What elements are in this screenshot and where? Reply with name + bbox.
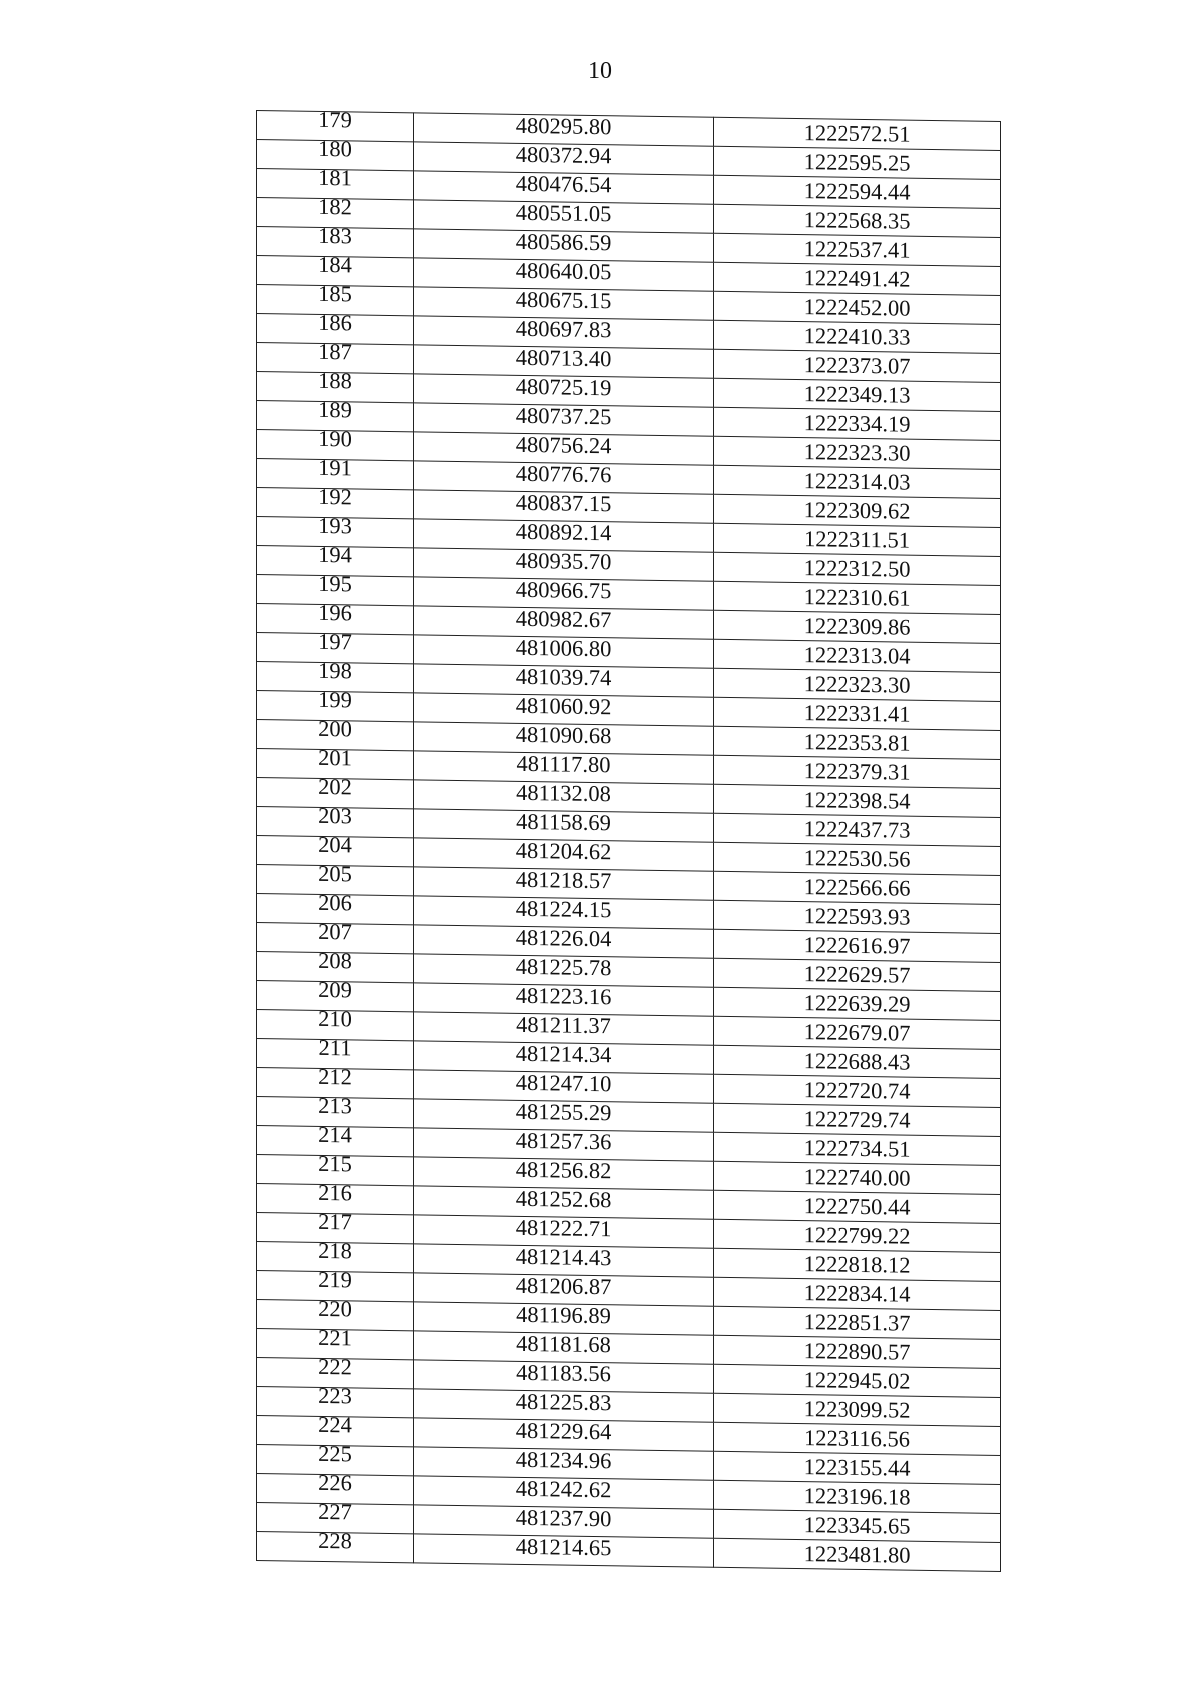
cell-text: 1222593.93	[803, 903, 911, 930]
y-coordinate-cell	[714, 349, 1001, 382]
cell-text: 198	[318, 657, 352, 684]
cell-text: 193	[318, 512, 352, 539]
cell-text: 1222720.74	[803, 1077, 911, 1104]
y-coordinate-cell	[714, 813, 1001, 846]
y-coordinate-cell	[714, 1045, 1001, 1078]
cell-text: 209	[318, 976, 352, 1003]
cell-text: 481257.36	[515, 1127, 612, 1155]
y-coordinate-cell	[714, 871, 1001, 904]
cell-text: 186	[318, 309, 352, 336]
cell-text: 187	[318, 338, 352, 365]
y-coordinate-cell	[714, 581, 1001, 614]
cell-text: 481132.08	[516, 779, 611, 807]
cell-text: 481196.89	[516, 1301, 611, 1329]
y-coordinate-cell	[714, 1074, 1001, 1107]
cell-text: 197	[318, 628, 352, 655]
cell-text: 481224.15	[515, 895, 612, 923]
cell-text: 481181.68	[516, 1330, 611, 1358]
y-coordinate-cell	[714, 726, 1001, 759]
cell-text: 1222314.03	[803, 468, 911, 495]
cell-text: 481214.43	[515, 1243, 612, 1271]
cell-text: 480551.05	[515, 199, 612, 227]
y-coordinate-cell	[714, 639, 1001, 672]
cell-text: 1222313.04	[803, 642, 911, 669]
cell-text: 183	[318, 222, 352, 249]
cell-text: 480725.19	[515, 373, 612, 401]
cell-text: 218	[318, 1237, 352, 1264]
y-coordinate-cell	[714, 465, 1001, 498]
y-coordinate-cell	[714, 842, 1001, 875]
y-coordinate-cell	[714, 1190, 1001, 1223]
cell-text: 224	[318, 1411, 352, 1438]
cell-text: 481090.68	[515, 721, 612, 749]
cell-text: 1222750.44	[803, 1193, 911, 1220]
cell-text: 1222890.57	[803, 1338, 911, 1365]
cell-text: 481234.96	[515, 1446, 612, 1474]
cell-text: 480640.05	[515, 257, 612, 285]
cell-text: 1222729.74	[803, 1106, 911, 1133]
cell-text: 480295.80	[515, 112, 612, 140]
cell-text: 480966.75	[515, 576, 612, 604]
cell-text: 480476.54	[515, 170, 612, 198]
cell-text: 1222566.66	[803, 874, 911, 901]
cell-text: 205	[318, 860, 352, 887]
cell-text: 1222945.02	[803, 1367, 911, 1394]
cell-text: 1222353.81	[803, 729, 911, 756]
point-number-cell	[257, 1527, 414, 1563]
cell-text: 188	[318, 367, 352, 394]
cell-text: 1222595.25	[803, 149, 911, 176]
cell-text: 481223.16	[515, 982, 612, 1010]
cell-text: 1223116.56	[803, 1425, 911, 1452]
cell-text: 185	[318, 280, 352, 307]
cell-text: 480713.40	[515, 344, 612, 372]
cell-text: 481039.74	[515, 663, 612, 691]
cell-text: 481006.80	[515, 634, 612, 662]
cell-text: 1222452.00	[803, 294, 911, 321]
y-coordinate-cell	[714, 1103, 1001, 1136]
cell-text: 1222398.54	[803, 787, 911, 814]
y-coordinate-cell	[714, 204, 1001, 237]
cell-text: 207	[318, 918, 352, 945]
y-coordinate-cell	[714, 900, 1001, 933]
cell-text: 199	[318, 686, 352, 713]
cell-text: 481211.37	[516, 1011, 611, 1039]
cell-text: 480372.94	[515, 141, 612, 169]
cell-text: 1222323.30	[803, 671, 911, 698]
cell-text: 1222616.97	[803, 932, 911, 959]
cell-text: 1223481.80	[803, 1541, 911, 1568]
cell-text: 1223345.65	[803, 1512, 911, 1539]
cell-text: 227	[318, 1498, 352, 1525]
cell-text: 222	[318, 1353, 352, 1380]
cell-text: 481256.82	[515, 1156, 612, 1184]
coordinates-table	[256, 106, 1001, 1572]
y-coordinate-cell	[714, 1451, 1001, 1484]
cell-text: 1222309.86	[803, 613, 911, 640]
cell-text: 1223155.44	[803, 1454, 911, 1481]
y-coordinate-cell	[714, 233, 1001, 266]
cell-text: 481183.56	[516, 1359, 611, 1387]
cell-text: 481204.62	[515, 837, 612, 865]
cell-text: 481229.64	[515, 1417, 612, 1445]
cell-text: 481117.80	[516, 750, 611, 778]
cell-text: 181	[318, 164, 352, 191]
cell-text: 212	[318, 1063, 352, 1090]
y-coordinate-cell	[714, 668, 1001, 701]
y-coordinate-cell	[714, 320, 1001, 353]
cell-text: 1223196.18	[803, 1483, 911, 1510]
cell-text: 180	[318, 135, 352, 162]
cell-text: 480675.15	[515, 286, 612, 314]
cell-text: 189	[318, 396, 352, 423]
cell-text: 194	[318, 541, 352, 568]
cell-text: 1222309.62	[803, 497, 911, 524]
cell-text: 1222323.30	[803, 439, 911, 466]
cell-text: 1222740.00	[803, 1164, 911, 1191]
cell-text: 191	[318, 454, 352, 481]
cell-text: 480756.24	[515, 431, 612, 459]
cell-text: 1222568.35	[803, 207, 911, 234]
cell-text: 223	[318, 1382, 352, 1409]
y-coordinate-cell	[714, 146, 1001, 179]
cell-text: 217	[318, 1208, 352, 1235]
cell-text: 1222572.51	[803, 120, 911, 147]
cell-text: 1222312.50	[803, 555, 911, 582]
cell-text: 192	[318, 483, 352, 510]
cell-text: 1222834.14	[803, 1280, 911, 1307]
cell-text: 228	[318, 1527, 352, 1554]
cell-text: 1222629.57	[803, 961, 911, 988]
y-coordinate-cell	[714, 1132, 1001, 1165]
cell-text: 1222373.07	[803, 352, 911, 379]
y-coordinate-cell	[714, 610, 1001, 643]
y-coordinate-cell	[714, 755, 1001, 788]
y-coordinate-cell	[714, 1219, 1001, 1252]
cell-text: 226	[318, 1469, 352, 1496]
cell-text: 481218.57	[515, 866, 612, 894]
cell-text: 1222334.19	[803, 410, 911, 437]
cell-text: 481226.04	[515, 924, 612, 952]
y-coordinate-cell	[714, 929, 1001, 962]
cell-text: 211	[318, 1034, 352, 1061]
y-coordinate-cell	[714, 1277, 1001, 1310]
cell-text: 203	[318, 802, 352, 829]
cell-text: 184	[318, 251, 352, 278]
cell-text: 202	[318, 773, 352, 800]
cell-text: 481158.69	[516, 808, 611, 836]
cell-text: 481255.29	[515, 1098, 612, 1126]
cell-text: 214	[318, 1121, 352, 1148]
cell-text: 481237.90	[515, 1504, 612, 1532]
y-coordinate-cell	[714, 1161, 1001, 1194]
cell-text: 208	[318, 947, 352, 974]
y-coordinate-cell	[714, 494, 1001, 527]
cell-text: 1223099.52	[803, 1396, 911, 1423]
cell-text: 225	[318, 1440, 352, 1467]
y-coordinate-cell	[714, 175, 1001, 208]
y-coordinate-cell	[714, 436, 1001, 469]
cell-text: 481225.83	[515, 1388, 612, 1416]
cell-text: 200	[318, 715, 352, 742]
y-coordinate-cell	[714, 1509, 1001, 1542]
cell-text: 1222734.51	[803, 1135, 911, 1162]
cell-text: 206	[318, 889, 352, 916]
cell-text: 1222639.29	[803, 990, 911, 1017]
y-coordinate-cell	[714, 523, 1001, 556]
y-coordinate-cell	[714, 378, 1001, 411]
y-coordinate-cell	[714, 117, 1001, 150]
page-number: 10	[588, 58, 612, 84]
y-coordinate-cell	[714, 552, 1001, 585]
cell-text: 190	[318, 425, 352, 452]
cell-text: 204	[318, 831, 352, 858]
cell-text: 210	[318, 1005, 352, 1032]
cell-text: 481206.87	[515, 1272, 612, 1300]
y-coordinate-cell	[714, 1248, 1001, 1281]
cell-text: 480935.70	[515, 547, 612, 575]
cell-text: 1222310.61	[803, 584, 911, 611]
y-coordinate-cell	[714, 1335, 1001, 1368]
cell-text: 1222594.44	[803, 178, 911, 205]
cell-text: 1222799.22	[803, 1222, 911, 1249]
cell-text: 1222491.42	[803, 265, 911, 292]
y-coordinate-cell	[714, 262, 1001, 295]
y-coordinate-cell	[714, 1364, 1001, 1397]
cell-text: 219	[318, 1266, 352, 1293]
cell-text: 179	[318, 106, 352, 133]
cell-text: 1222537.41	[803, 236, 911, 263]
cell-text: 1222331.41	[803, 700, 911, 727]
cell-text: 1222851.37	[803, 1309, 911, 1336]
cell-text: 480586.59	[515, 228, 612, 256]
y-coordinate-cell	[714, 958, 1001, 991]
cell-text: 481214.65	[515, 1533, 612, 1561]
cell-text: 216	[318, 1179, 352, 1206]
cell-text: 480776.76	[515, 460, 612, 488]
cell-text: 182	[318, 193, 352, 220]
cell-text: 1222437.73	[803, 816, 911, 843]
cell-text: 480697.83	[515, 315, 612, 343]
cell-text: 213	[318, 1092, 352, 1119]
cell-text: 196	[318, 599, 352, 626]
y-coordinate-cell	[714, 1306, 1001, 1339]
y-coordinate-cell	[714, 407, 1001, 440]
cell-text: 481252.68	[515, 1185, 612, 1213]
cell-text: 1222410.33	[803, 323, 911, 350]
cell-text: 481242.62	[515, 1475, 612, 1503]
cell-text: 481222.71	[515, 1214, 612, 1242]
cell-text: 480737.25	[515, 402, 612, 430]
y-coordinate-cell	[714, 987, 1001, 1020]
cell-text: 1222818.12	[803, 1251, 911, 1278]
cell-text: 1222311.51	[803, 526, 911, 553]
cell-text: 201	[318, 744, 352, 771]
y-coordinate-cell	[714, 784, 1001, 817]
cell-text: 481214.34	[515, 1040, 612, 1068]
cell-text: 480892.14	[515, 518, 612, 546]
cell-text: 481225.78	[515, 953, 612, 981]
y-coordinate-cell	[714, 1016, 1001, 1049]
cell-text: 1222530.56	[803, 845, 911, 872]
cell-text: 221	[318, 1324, 352, 1351]
cell-text: 480982.67	[515, 605, 612, 633]
cell-text: 1222349.13	[803, 381, 911, 408]
cell-text: 481247.10	[515, 1069, 612, 1097]
y-coordinate-cell	[714, 291, 1001, 324]
cell-text: 1222379.31	[803, 758, 911, 785]
y-coordinate-cell	[714, 697, 1001, 730]
y-coordinate-cell	[714, 1538, 1001, 1571]
cell-text: 1222679.07	[803, 1019, 911, 1046]
cell-text: 220	[318, 1295, 352, 1322]
cell-text: 215	[318, 1150, 352, 1177]
cell-text: 195	[318, 570, 352, 597]
x-coordinate-cell	[414, 1534, 714, 1567]
y-coordinate-cell	[714, 1393, 1001, 1426]
table-body	[257, 106, 1001, 1572]
cell-text: 480837.15	[515, 489, 612, 517]
cell-text: 481060.92	[515, 692, 612, 720]
y-coordinate-cell	[714, 1480, 1001, 1513]
cell-text: 1222688.43	[803, 1048, 911, 1075]
y-coordinate-cell	[714, 1422, 1001, 1455]
